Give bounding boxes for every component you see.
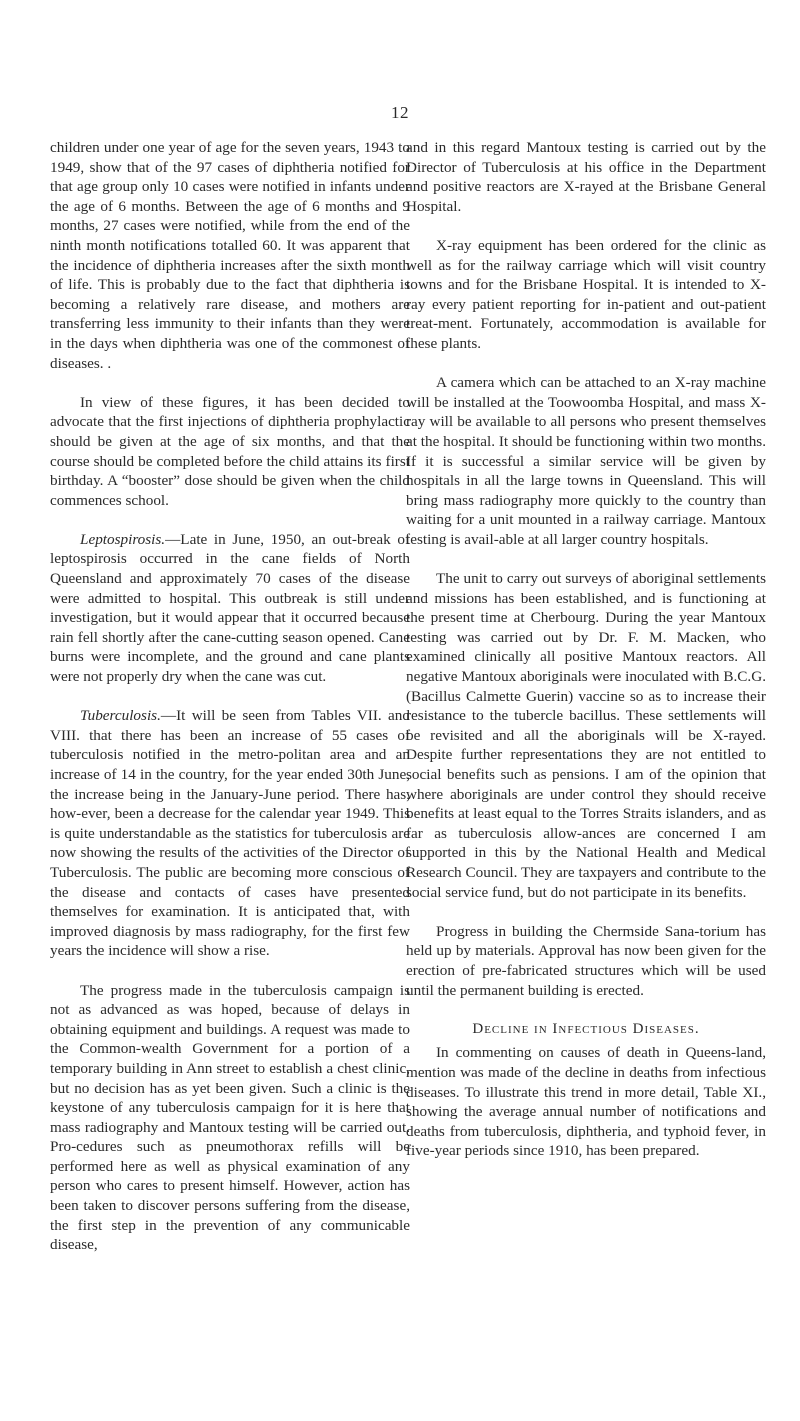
paragraph-mantoux-testing: and in this regard Mantoux testing is carried out by the Director of Tuberculosis at his office in the Department and positive reactors are X-rayed at the Brisbane General Hospital. (406, 139, 766, 215)
paragraph-leptospirosis (50, 530, 410, 687)
leptospirosis-heading: Leptospirosis. (80, 530, 166, 548)
paragraph-tuberculosis-campaign: The progress made in the tuberculosis campaign is not as advanced as was hoped, because of delays in obtaining equipment and buildings. A request was made to the Common-wealth Government for a portion of a temporary building in Ann street to establish a chest clinic, but no decision has as yet been given. Such a clinic is the keystone of any tuberculosis campaign for it is here that mass radiography and Mantoux testing will be carried out. Pro-cedures such as pneumothorax refills will be performed here as well as physical examination of any person who cares to present himself. However, action has been taken to discover persons suffering from the disease, the first step in the prevention of any communicable disease, (50, 981, 410, 1254)
tuberculosis-text: —It will be seen from Tables VII. and VIII. that there has been an increase of 55 cases of tuberculosis notified in the metro-politan area and an increase of 14 in the country, for the year ended 30th June, the increase being in the January-June period. There has, how-ever, been a decrease for the calendar year 1949. This is quite understandable as the statistics for tuberculosis are now showing the results of the activities of the Director of Tuberculosis. The public are becoming more conscious of the disease and contacts of cases have presented themselves for examination. It is anticipated that, with improved diagnosis by mass radiography, for the first few years the incidence will show a rise. (50, 707, 410, 960)
paragraph-chermside-sanatorium: Progress in building the Chermside Sana-torium has held up by materials. Approval has now been given for the erection of pre-fabricated structures which will be used until the permanent building is erected. (406, 922, 766, 999)
paragraph-tuberculosis (50, 706, 410, 961)
page-number: 12 (391, 103, 409, 122)
leptospirosis-text: —Late in June, 1950, an out-break of leptospirosis occurred in the cane fields of North Queensland and approximately 70 cases of the disease were admitted to hospital. This outbreak is still under investigation, but it would appear that it occurred because rain fell shortly after the cane-cutting season opened. Cane burns were incomplete, and the ground and cane plants were not properly dry when the cane was cut. (50, 530, 410, 686)
paragraph-toowoomba-camera: A camera which can be attached to an X-ray machine will be installed at the Toowoomba Hospital, and mass X-ray will be available to all persons who present themselves at the hospital. It should be functioning within two months. If it is successful a similar service will be given by hospitals in all the large towns in Queensland. This will bring mass radiography more quickly to the country than waiting for a unit mounted in a railway carriage. Mantoux testing is avail-able at all larger country hospitals. (406, 374, 766, 548)
paragraph-diphtheria-prophylactic: In view of these figures, it has been decided to advocate that the first injections of diphtheria prophylactic should be given at the age of six months, and that the course should be completed before the child attains its first birthday. A “booster” dose should be given when the child commences school. (50, 393, 410, 509)
paragraph-aboriginal-surveys: The unit to carry out surveys of aboriginal settlements and missions has been established, and is functioning at the present time at Cherbourg. During the year Mantoux testing was carried out by Dr. F. M. Macken, who examined clinically all positive Mantoux reactors. All negative Mantoux aboriginals were inoculated with B.C.G. (Bacillus Calmette Guerin) vaccine so as to increase their resistance to the tubercle bacillus. These settlements will be revisited and all the aboriginals will be X-rayed. Despite further representations they are not entitled to social benefits such as pensions. I am of the opinion that where aboriginals are under control they should receive benefits at least equal to the Torres Straits islanders, and as far as tuberculosis allow-ances are concerned I am supported in this by the National Health and Medical Research Council. They are taxpayers and contribute to the social service fund, but do not participate in its benefits. (406, 570, 766, 901)
paragraph-xray-equipment: X-ray equipment has been ordered for the clinic as well as for the railway carriage which will visit country towns and for the Brisbane Hospital. It is intended to X-ray every patient reporting for in-patient and out-patient treat-ment. Fortunately, accommodation is available for these plants. (406, 236, 766, 352)
right-column (406, 138, 766, 1180)
left-column (50, 138, 410, 1274)
tuberculosis-heading: Tuberculosis. (80, 707, 161, 725)
paragraph-diphtheria-age: children under one year of age for the seven years, 1943 to 1949, show that of the 97 cases of diphtheria notified for that age group only 10 cases were notified in infants under the age of 6 months. Between the age of 6 months and 9 months, 27 cases were notified, while from the end of the ninth month notifications totalled 60. It was apparent that the incidence of diphtheria increases after the sixth month of life. This is probably due to the fact that diphtheria is becoming a relatively rare disease, and mothers are transferring less immunity to their infants than they were in the days when diphtheria was one of the commonest of diseases. . (50, 139, 410, 372)
section-heading-decline: Decline in Infectious Diseases. (472, 1020, 700, 1037)
paragraph-decline-infectious: In commenting on causes of death in Queens-land, mention was made of the decline in deaths from infectious diseases. To illustrate this trend in more detail, Table XI., showing the average annual number of notifications and deaths from tuberculosis, diphtheria, and typhoid fever, in five-year periods since 1910, has been prepared. (406, 1044, 766, 1160)
